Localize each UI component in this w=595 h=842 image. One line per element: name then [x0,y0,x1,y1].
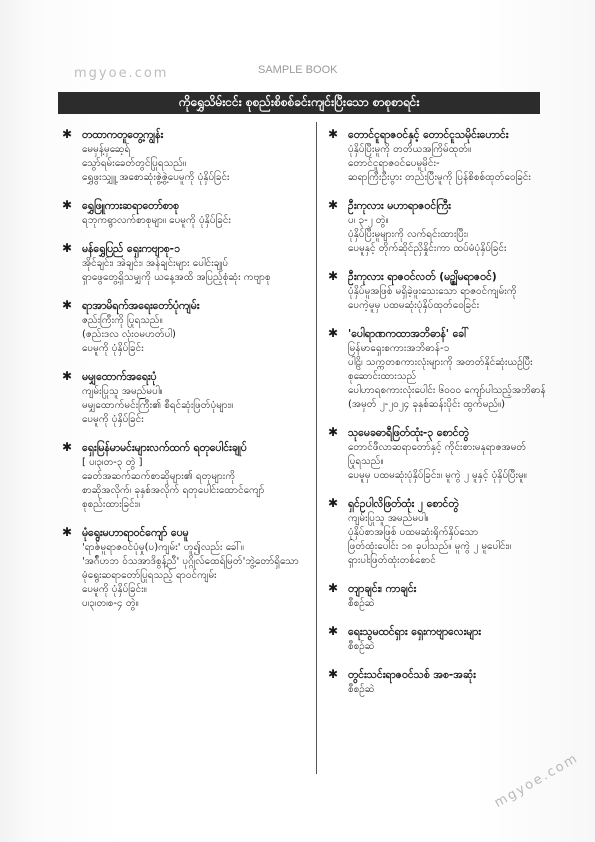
list-item [328,270,568,313]
entry-line: ပေမူကို ပုံနှိပ်ခြင်း [82,343,144,354]
asterisk-icon: ✱ [328,496,339,510]
entry-line: ရဘုကရွာလက်စာစုမျာ။ ပေမူကို ပုံနှိပ်ခြင်း [82,215,231,226]
entry-title: ရာအာမိရက်အရေးတော်ပုံကျမ်း [82,300,200,312]
entry-title: မမျှထောက်အရေးပုံ [82,371,157,383]
entry-title: မုံရွေးမဟာရာဝင်ကျော် ပေမူ [82,527,189,539]
entry-line: စုစည်းထားခြင်း။ [82,499,141,510]
asterisk-icon: ✱ [62,127,73,141]
entry-line: 'ရာဇ်မူရာဇဝင်ပုံမှု(ပ)ကျမ်း' ဟူ၍လည်း ခေါ်။ [82,542,244,553]
entry-title: တွင်းသင်းရာဇဝင်သစ် အစ-အဆုံး [348,669,476,681]
banner-title: ကိုရွှေသိမ်းငင်း စုစည်းစိစစ်ခင်းကျင်းပြီးသော စာစုစာရင်း [58,92,540,114]
entry-line: မုံရွေးဆရာတော်ပြုရသည့် ရာဝင်ကျမ်း [82,570,217,581]
entry-line: သွော်ရမ်းခေတ်တွင်ပြုရသည်။ [82,158,186,169]
list-item [62,199,312,228]
entry-title: တောင်ငူရာဇဝင်နှင့် တောင်ငူသမိုင်းဟောင်း [348,129,509,141]
entry-line: ပါဠိ၊ သက္ကတစကားလုံးများကို အတတ်နိုင်ဆုံးယဉ်ပြီး [348,357,533,368]
watermark-bottom: mgyoe.com [492,750,582,811]
entry-line: ရှာဖွေတွေ့ရှိသမျှကို ယနေ့အထိ အပြည့်စုံဆုံး ကဗျာစု [82,272,271,283]
entry-line: ပေါဟာရစကားလုံးပေါင်း ၆၀၀၀ ကျော်ပါသည့်အဘိဓာန် [348,385,546,396]
entry-title: တထာကတူတွေ့ကျွန်း [82,129,164,141]
entry-line: ပုံနှိပ်ပြီးမူများကို လက်ရင်းထားပြီး၊ [348,229,468,240]
asterisk-icon: ✱ [328,581,339,595]
entry-line: ပုံနှိပ်ပြီးမူကို တတိယအကြိမ်ထုတ်။ [348,144,472,155]
entry-title: ရှင်ဥပါလိဖြတ်ထုံး ၂ စောင်တွဲ [348,498,459,510]
entry-line: ပေမူနှင့် တိုက်ဆိုင်ညှိနှိုင်းကာ ထပ်မံပုံနှိပ်ခြင်း [348,243,507,254]
entry-line: 'အဂ်ဳဟဘ ဝ်သအာဒိစွန့်ညီ' ပုဂ္ဂိုလ်ထေရ်မြတ်'ဘွဲ့တော်ရှိသော [82,556,299,567]
entry-line: ပုံနှိပ်စာအဖြစ် ပထမဆုံးရိုက်နှိပ်သော [348,527,479,538]
entry-line: ပေမူမှ ပထမဆုံးပုံနှိပ်ခြင်း။ မူကွဲ ၂ မူနှင့် ပုံနှိပ်ပြီးမူ။ [348,470,527,481]
entry-line: စီစဉ်ဆဲ [348,598,375,609]
entry-line: [ ပ၊၃၊တ-၃ တွဲ ] [82,457,143,468]
asterisk-icon: ✱ [62,298,73,312]
entry-line: ကျမ်းပြုသူ အမည်မပါ။ [348,513,429,524]
sample-book-label: SAMPLE BOOK [258,64,338,76]
list-item [62,370,312,427]
list-item [328,668,568,697]
entry-title: ရေးသွမထင်ရှား ရှေးကဗျာလေးများ [348,626,481,638]
entry-title: မန်ရွှေပြည် ရှေးကဗျာစု-၁ [82,243,180,255]
asterisk-icon: ✱ [62,369,73,383]
list-item [328,426,568,483]
list-item [62,299,312,356]
asterisk-icon: ✱ [328,127,339,141]
entry-line: ပ၊၃၊တ၊စ-၄ တွဲ။ [82,598,139,609]
entry-line: ပုံနှိပ်မူအဖြစ် မရှိခဲ့ဖူးသေးသော ရာဇဝင်ကျမ်းကို [348,286,517,297]
list-item [328,128,568,185]
entry-line: ရွှေဖွးသျှူ့ အစောဆုံးဇွဲ့ဇွဲ့ပေမူကို ပုံနှိပ်ခြင်း [82,172,230,183]
entry-line: စီစဉ်ဆဲ [348,684,375,695]
watermark-top: mgyoe.com [74,66,169,81]
asterisk-icon: ✱ [62,241,73,255]
list-item [328,582,568,611]
asterisk-icon: ✱ [62,198,73,212]
list-item [62,128,312,185]
entry-line: တောင်ဖီလာဆရာတော်နှင့် ကိုင်းစားမနုရာဇအမတ် [348,442,527,453]
list-item [62,526,312,611]
entry-line: ကျမ်းပြုသူ အမည်မပါ။ [82,386,163,397]
entry-line: မမျှထောက်မင်းကြီး၏ စီရင်ဆုံးဖြတ်ပုံများ။ [82,400,234,411]
list-item [328,625,568,654]
asterisk-icon: ✱ [328,624,339,638]
entry-line: အိုင်ချင်း၊ အဲချင်း၊ အန်ချင်းများ ပေါင်းချုပ် [82,258,229,269]
asterisk-icon: ✱ [328,269,339,283]
asterisk-icon: ✱ [328,198,339,212]
list-item [62,441,312,512]
asterisk-icon: ✱ [328,425,339,439]
right-column [328,128,568,711]
entry-line: (ဇည်းဒလ လုံးဝမပာတ်ပါ) [82,329,176,340]
entry-title: ရွှေဖြူကားဆရာတော်စာစု [82,200,179,212]
entry-line: ခေတ်အဆက်ဆက်စာဆိုများ၏ ရတုများကို [82,471,236,482]
entry-line: ဇည်းကြီးကို ပြုရသည်။ [82,315,163,326]
entry-line: ပေမူကို ပုံနှိပ်ခြင်း။ [82,584,147,595]
list-item [62,242,312,285]
entry-line: ဆရာကြီးဦးပွား တည်းပြီးမူကို ပြန်စိစစ်ထုတ်ဝေခြင်း [348,172,531,183]
column-divider [316,122,317,774]
entry-line: စုဆောင်းထားသည် [348,371,417,382]
asterisk-icon: ✱ [328,667,339,681]
entry-line: ရှားပါးဖြတ်ထုံးတစ်စောင် [348,555,436,566]
asterisk-icon: ✱ [62,440,73,454]
entry-line: မြန်မာရှေးစကားအဘိဓာန်-၁ [348,343,450,354]
entry-line: တောင်ငူရာဇဝင်ပေမူမိုင်း- [348,158,440,169]
entry-title: ရှေးမြန်မာမင်းများလက်ထက် ရတုပေါင်းချုပ် [82,442,247,454]
entry-line: ဖြတ်ထုံးပေါင်း ၁၈ ခုပါသည်။ မူကွဲ ၂ မူပေါင်း။ [348,541,512,552]
entry-line: (အမှတ် ၂-၂၀၂၄ ခုနှစ်ဆန်းပိုင်း ထွက်မည်။) [348,399,506,410]
entry-line: ပ၊ ၃-၂ တွဲ။ [348,215,389,226]
entry-line: မေမှန့်မှဆေ့ရ် [82,144,131,155]
entry-title: ဦးကုလား မဟာရာဇဝင်ကြီး [348,200,451,212]
entry-title: ဦးကုလား ရာဇဝင်လတ် (မဉ္ဈိမရာဇဝင်) [348,271,497,283]
entry-title: တျာချင်း၊ ကာချင်း [348,583,417,595]
entry-line: ပေကဲ့မူမှ ပထမဆုံးပုံနှိပ်ထုတ်ဝေခြင်း [348,300,480,311]
asterisk-icon: ✱ [328,326,339,340]
entry-title: 'ပေါရာဏကထာအဘိဓာန်' ခေါ် [348,328,469,340]
list-item [328,497,568,568]
entry-line: ပေမူကို ပုံနှိပ်ခြင်း [82,414,144,425]
list-item [328,327,568,412]
list-item [328,199,568,256]
asterisk-icon: ✱ [62,525,73,539]
left-column [62,128,312,625]
entry-line: ပြုရသည်။ [348,456,384,467]
entry-line: စာဆိုအလိုက်၊ ခုနှစ်အလိုက် ရတုပေါင်းထောင်ကျော် [82,485,265,496]
entry-line: စီစဉ်ဆဲ [348,641,375,652]
entry-title: သုမေခဓာရီဖြတ်ထုံး-၃ စောင်တွဲ [348,427,469,439]
